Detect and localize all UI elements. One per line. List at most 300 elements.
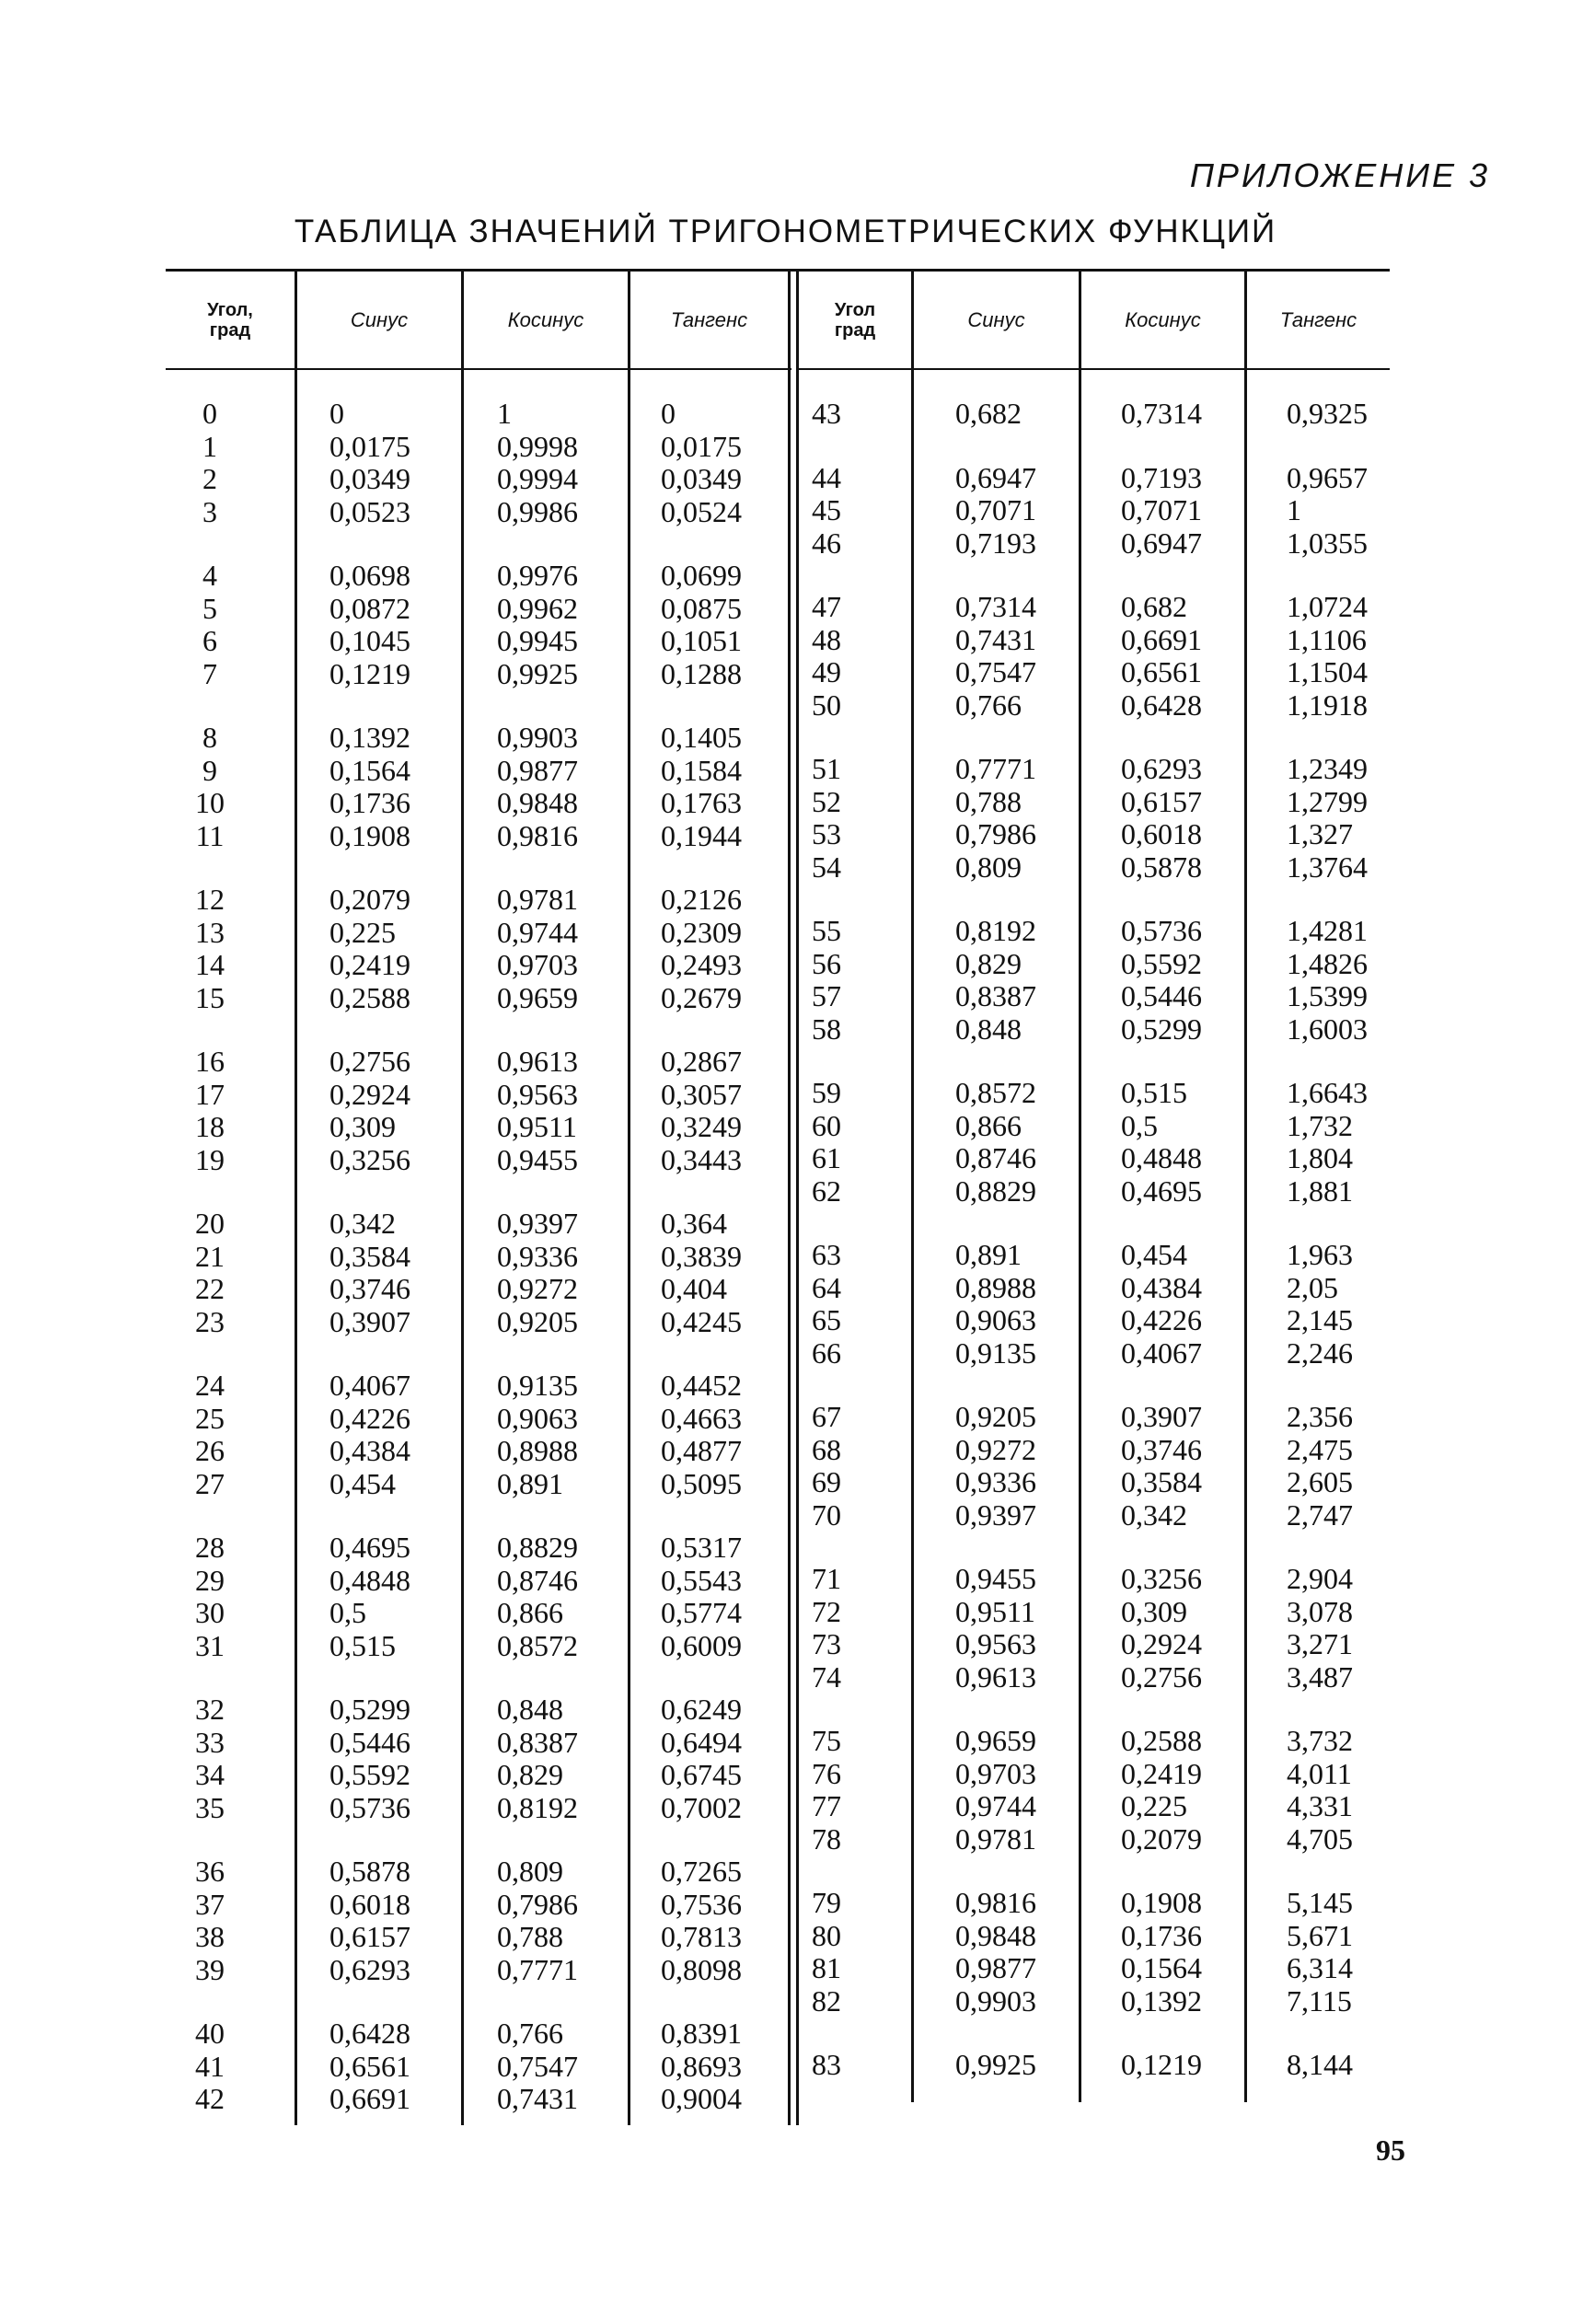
sine-cell: 0,9063 [955,1303,1036,1336]
tangent-cell: 1,4826 [1287,946,1368,980]
sine-cell: 0,682 [955,397,1022,430]
angle-cell: 80 [812,1918,841,1952]
angle-cell: 68 [812,1432,841,1466]
sine-cell: 0,9205 [955,1400,1036,1433]
sine-cell: 0,0523 [329,494,410,528]
center-double-rule [788,271,791,2125]
sine-cell: 0,9135 [955,1335,1036,1370]
angle-cell: 23 [195,1304,225,1338]
tangent-cell: 1 [1287,493,1301,526]
tangent-cell: 0,1763 [661,786,742,819]
cosine-cell: 0,6293 [1121,752,1202,785]
angle-cell: 28 [195,1531,225,1564]
angle-cell: 51 [812,752,841,785]
sine-cell: 0,8829 [955,1174,1036,1208]
cosine-cell: 0,7986 [497,1887,578,1921]
cosine-cell: 0,7771 [497,1952,578,1986]
angle-cell: 8 [202,721,217,754]
tangent-cell: 0,8098 [661,1952,742,1986]
angle-cell: 64 [812,1270,841,1304]
tangent-cell: 0,9325 [1287,397,1368,430]
cosine-cell: 0,3584 [1121,1465,1202,1498]
column-divider [1079,271,1081,2102]
cosine-cell: 0,7314 [1121,397,1202,430]
sine-cell: 0,9563 [955,1627,1036,1660]
angle-cell: 30 [195,1596,225,1629]
sine-cell: 0,9903 [955,1983,1036,2018]
sine-cell: 0,515 [329,1628,396,1662]
tangent-cell: 1,1106 [1287,622,1367,656]
header-cosine-right: Косинус [1125,307,1201,331]
tangent-cell: 0,1288 [661,656,742,690]
angle-cell: 67 [812,1400,841,1433]
sine-cell: 0,809 [955,850,1022,884]
sine-cell: 0,5446 [329,1725,410,1759]
sine-cell: 0,5878 [329,1855,410,1888]
column-divider [911,271,914,2102]
tangent-cell: 2,145 [1287,1303,1353,1336]
sine-cell: 0,9703 [955,1756,1036,1790]
cosine-cell: 0,9703 [497,948,578,981]
sine-cell: 0,8572 [955,1076,1036,1109]
cosine-cell: 0,6561 [1121,655,1202,688]
sine-cell: 0,0175 [329,429,410,463]
tangent-cell: 0,0524 [661,494,742,528]
cosine-cell: 0,8572 [497,1628,578,1662]
sine-cell: 0,1219 [329,656,410,690]
angle-cell: 16 [195,1045,225,1078]
cosine-cell: 0,1564 [1121,1951,1202,1984]
cosine-cell: 0,9962 [497,591,578,625]
tangent-cell: 0,1584 [661,753,742,787]
cosine-cell: 0,9205 [497,1304,578,1338]
sine-cell: 0,9511 [955,1594,1035,1628]
angle-cell: 47 [812,590,841,623]
cosine-cell: 0,9336 [497,1239,578,1273]
sine-cell: 0,309 [329,1110,396,1143]
sine-cell: 0,5 [329,1596,366,1629]
tangent-cell: 4,331 [1287,1789,1353,1822]
angle-cell: 4 [202,559,217,592]
angle-cell: 38 [195,1920,225,1953]
sine-cell: 0,7986 [955,817,1036,850]
angle-cell: 50 [812,688,841,722]
cosine-cell: 0,1736 [1121,1918,1202,1952]
sine-cell: 0,1045 [329,624,410,657]
sine-cell: 0,8387 [955,979,1036,1012]
tangent-cell: 0,364 [661,1207,727,1240]
tangent-cell: 0,7265 [661,1855,742,1888]
cosine-cell: 0,1219 [1121,2048,1202,2081]
tangent-cell: 0,6494 [661,1725,742,1759]
sine-cell: 0,4067 [329,1369,410,1402]
tangent-cell: 2,605 [1287,1465,1353,1498]
cosine-cell: 0,8829 [497,1531,578,1564]
tangent-cell: 4,705 [1287,1821,1353,1856]
cosine-cell: 0,2588 [1121,1724,1202,1757]
tangent-cell: 1,0724 [1287,590,1368,623]
sine-cell: 0,9848 [955,1918,1036,1952]
table-title: ТАБЛИЦА ЗНАЧЕНИЙ ТРИГОНОМЕТРИЧЕСКИХ ФУНКЦИЙ [294,214,1277,249]
column-divider [461,271,464,2125]
angle-cell: 63 [812,1238,841,1271]
angle-cell: 29 [195,1563,225,1597]
sine-cell: 0,3256 [329,1142,410,1176]
tangent-cell: 1,5399 [1287,979,1368,1012]
sine-cell: 0,9877 [955,1951,1036,1984]
tangent-cell: 0,9657 [1287,460,1368,494]
sine-cell: 0,2419 [329,948,410,981]
sine-cell: 0,0698 [329,559,410,592]
cosine-cell: 0,9063 [497,1401,578,1435]
column-divider [628,271,630,2125]
tangent-cell: 0,8391 [661,2017,742,2050]
cosine-cell: 0,9659 [497,980,578,1014]
angle-cell: 79 [812,1886,841,1919]
angle-cell: 66 [812,1335,841,1370]
angle-cell: 56 [812,946,841,980]
angle-cell: 83 [812,2048,841,2081]
sine-cell: 0,4384 [329,1434,410,1467]
header-angle-right: Угол град [834,300,876,341]
cosine-cell: 0,829 [497,1758,563,1791]
tangent-cell: 0,3839 [661,1239,742,1273]
angle-cell: 20 [195,1207,225,1240]
angle-cell: 58 [812,1012,841,1046]
sine-cell: 0,1392 [329,721,410,754]
sine-cell: 0,9613 [955,1659,1036,1694]
cosine-cell: 0,848 [497,1693,563,1726]
cosine-cell: 0,515 [1121,1076,1187,1109]
tangent-cell: 0,9004 [661,2082,742,2115]
column-divider [295,271,297,2125]
angle-cell: 81 [812,1951,841,1984]
cosine-cell: 0,809 [497,1855,563,1888]
cosine-cell: 0,3746 [1121,1432,1202,1466]
angle-cell: 33 [195,1725,225,1759]
cosine-cell: 0,9744 [497,915,578,949]
sine-cell: 0,9272 [955,1432,1036,1466]
cosine-cell: 0,8746 [497,1563,578,1597]
sine-cell: 0,6947 [955,460,1036,494]
angle-cell: 46 [812,526,841,560]
angle-cell: 15 [195,980,225,1014]
cosine-cell: 0,7431 [497,2082,578,2115]
cosine-cell: 0,9397 [497,1207,578,1240]
angle-cell: 49 [812,655,841,688]
cosine-cell: 0,3256 [1121,1562,1202,1595]
angle-cell: 73 [812,1627,841,1660]
angle-cell: 78 [812,1821,841,1856]
tangent-cell: 0,404 [661,1272,727,1305]
angle-cell: 70 [812,1497,841,1532]
sine-cell: 0,7193 [955,526,1036,560]
cosine-cell: 0,9272 [497,1272,578,1305]
tangent-cell: 0,3057 [661,1077,742,1111]
sine-cell: 0,0349 [329,462,410,495]
cosine-cell: 0,9848 [497,786,578,819]
angle-cell: 75 [812,1724,841,1757]
cosine-cell: 0,4695 [1121,1174,1202,1208]
tangent-cell: 1,804 [1287,1141,1353,1174]
cosine-cell: 0,2419 [1121,1756,1202,1790]
angle-cell: 60 [812,1108,841,1142]
tangent-cell: 0,2493 [661,948,742,981]
cosine-cell: 0,682 [1121,590,1187,623]
tangent-cell: 0,7813 [661,1920,742,1953]
sine-cell: 0,866 [955,1108,1022,1142]
cosine-cell: 0,866 [497,1596,563,1629]
angle-cell: 39 [195,1952,225,1986]
tangent-cell: 0,2309 [661,915,742,949]
sine-cell: 0,891 [955,1238,1022,1271]
sine-cell: 0,8988 [955,1270,1036,1304]
tangent-cell: 0,6249 [661,1693,742,1726]
tangent-cell: 2,05 [1287,1270,1338,1304]
angle-cell: 21 [195,1239,225,1273]
angle-cell: 45 [812,493,841,526]
tangent-cell: 0,4452 [661,1369,742,1402]
cosine-cell: 0,7547 [497,2049,578,2083]
sine-cell: 0,788 [955,784,1022,818]
tangent-cell: 8,144 [1287,2048,1353,2081]
sine-cell: 0,6691 [329,2082,410,2115]
sine-cell: 0,8746 [955,1141,1036,1174]
angle-cell: 12 [195,883,225,916]
sine-cell: 0,3584 [329,1239,410,1273]
cosine-cell: 0,7071 [1121,493,1202,526]
cosine-cell: 0,9455 [497,1142,578,1176]
angle-cell: 74 [812,1659,841,1694]
tangent-cell: 0,0349 [661,462,742,495]
cosine-cell: 0,5878 [1121,850,1202,884]
tangent-cell: 3,732 [1287,1724,1353,1757]
sine-cell: 0,342 [329,1207,396,1240]
header-bottom-rule-right [799,368,1390,370]
cosine-cell: 0,9976 [497,559,578,592]
tangent-cell: 1,4281 [1287,914,1368,947]
angle-cell: 10 [195,786,225,819]
tangent-cell: 0,0175 [661,429,742,463]
tangent-cell: 7,115 [1287,1983,1352,2018]
angle-cell: 71 [812,1562,841,1595]
cosine-cell: 0,225 [1121,1789,1187,1822]
cosine-cell: 0,9781 [497,883,578,916]
cosine-cell: 0,9511 [497,1110,577,1143]
angle-cell: 9 [202,753,217,787]
sine-cell: 0,3746 [329,1272,410,1305]
sine-cell: 0,0872 [329,591,410,625]
angle-cell: 61 [812,1141,841,1174]
tangent-cell: 1,6643 [1287,1076,1368,1109]
cosine-cell: 0,8192 [497,1790,578,1824]
sine-cell: 0,1908 [329,818,410,852]
angle-cell: 54 [812,850,841,884]
cosine-cell: 0,6157 [1121,784,1202,818]
tangent-cell: 3,271 [1287,1627,1353,1660]
tangent-cell: 0,7536 [661,1887,742,1921]
angle-cell: 13 [195,915,225,949]
header-sine-left: Синус [350,307,409,331]
tangent-cell: 0,0875 [661,591,742,625]
angle-cell: 22 [195,1272,225,1305]
tangent-cell: 2,747 [1287,1497,1353,1532]
sine-cell: 0,7314 [955,590,1036,623]
cosine-cell: 0,9903 [497,721,578,754]
angle-cell: 3 [202,494,217,528]
cosine-cell: 0,9877 [497,753,578,787]
header-sine-right: Синус [967,307,1025,331]
cosine-cell: 0,454 [1121,1238,1187,1271]
angle-cell: 19 [195,1142,225,1176]
tangent-cell: 5,145 [1287,1886,1353,1919]
cosine-cell: 0,309 [1121,1594,1187,1628]
tangent-cell: 0,8693 [661,2049,742,2083]
cosine-cell: 0,9998 [497,429,578,463]
tangent-cell: 0,5095 [661,1466,742,1500]
angle-cell: 5 [202,591,217,625]
angle-cell: 31 [195,1628,225,1662]
tangent-cell: 1,2799 [1287,784,1368,818]
cosine-cell: 0,5736 [1121,914,1202,947]
tangent-cell: 1,2349 [1287,752,1368,785]
cosine-cell: 0,342 [1121,1497,1187,1532]
tangent-cell: 2,246 [1287,1335,1353,1370]
sine-cell: 0,4695 [329,1531,410,1564]
tangent-cell: 1,6003 [1287,1012,1368,1046]
tangent-cell: 3,487 [1287,1659,1353,1694]
cosine-cell: 0,9945 [497,624,578,657]
tangent-cell: 2,356 [1287,1400,1353,1433]
angle-cell: 18 [195,1110,225,1143]
sine-cell: 0,9455 [955,1562,1036,1595]
angle-cell: 42 [195,2082,225,2115]
sine-cell: 0,2079 [329,883,410,916]
angle-cell: 7 [202,656,217,690]
cosine-cell: 0,788 [497,1920,563,1953]
tangent-cell: 0,0699 [661,559,742,592]
header-tangent-left: Тангенс [670,307,748,331]
cosine-cell: 0,1392 [1121,1983,1202,2018]
angle-cell: 41 [195,2049,225,2083]
cosine-cell: 0,4384 [1121,1270,1202,1304]
cosine-cell: 0,9986 [497,494,578,528]
tangent-cell: 1,881 [1287,1174,1353,1208]
angle-cell: 24 [195,1369,225,1402]
sine-cell: 0,9925 [955,2048,1036,2081]
sine-cell: 0,4848 [329,1563,410,1597]
sine-cell: 0,3907 [329,1304,410,1338]
tangent-cell: 0,5317 [661,1531,742,1564]
tangent-cell: 1,1918 [1287,688,1368,722]
cosine-cell: 0,9925 [497,656,578,690]
angle-cell: 37 [195,1887,225,1921]
sine-cell: 0,6018 [329,1887,410,1921]
sine-cell: 0,2588 [329,980,410,1014]
header-angle-left: Угол, град [207,300,253,341]
angle-cell: 59 [812,1076,841,1109]
sine-cell: 0,9816 [955,1886,1036,1919]
angle-cell: 62 [812,1174,841,1208]
sine-cell: 0,5736 [329,1790,410,1824]
angle-cell: 76 [812,1756,841,1790]
tangent-cell: 1,963 [1287,1238,1353,1271]
tangent-cell: 0,5774 [661,1596,742,1629]
tangent-cell: 0,3249 [661,1110,742,1143]
sine-cell: 0,848 [955,1012,1022,1046]
sine-cell: 0,4226 [329,1401,410,1435]
angle-cell: 11 [195,818,225,852]
angle-cell: 53 [812,817,841,850]
angle-cell: 0 [202,397,217,430]
header-bottom-rule-left [166,368,791,370]
angle-cell: 17 [195,1077,225,1111]
tangent-cell: 1,732 [1287,1108,1353,1142]
cosine-cell: 0,6691 [1121,622,1202,656]
appendix-label: ПРИЛОЖЕНИЕ 3 [1189,156,1490,194]
sine-cell: 0,6561 [329,2049,410,2083]
angle-cell: 27 [195,1466,225,1500]
tangent-cell: 0,3443 [661,1142,742,1176]
tangent-cell: 6,314 [1287,1951,1353,1984]
tangent-cell: 0,2679 [661,980,742,1014]
header-tangent-right: Тангенс [1279,307,1357,331]
cosine-cell: 0,1908 [1121,1886,1202,1919]
sine-cell: 0,829 [955,946,1022,980]
angle-cell: 82 [812,1983,841,2018]
sine-cell: 0,6428 [329,2017,410,2050]
sine-cell: 0,454 [329,1466,396,1500]
cosine-cell: 0,8988 [497,1434,578,1467]
angle-cell: 2 [202,462,217,495]
sine-cell: 0,7547 [955,655,1036,688]
sine-cell: 0,9744 [955,1789,1036,1822]
sine-cell: 0,9336 [955,1465,1036,1498]
angle-cell: 44 [812,460,841,494]
cosine-cell: 0,3907 [1121,1400,1202,1433]
sine-cell: 0,9397 [955,1497,1036,1532]
cosine-cell: 1 [497,397,512,430]
cosine-cell: 0,9816 [497,818,578,852]
tangent-cell: 0,4245 [661,1304,742,1338]
angle-cell: 57 [812,979,841,1012]
angle-cell: 72 [812,1594,841,1628]
angle-cell: 55 [812,914,841,947]
sine-cell: 0,5299 [329,1693,410,1726]
cosine-cell: 0,4067 [1121,1335,1202,1370]
header-cosine-left: Косинус [507,307,584,331]
cosine-cell: 0,6018 [1121,817,1202,850]
tangent-cell: 4,011 [1287,1756,1352,1790]
sine-cell: 0,8192 [955,914,1036,947]
tangent-cell: 0,4663 [661,1401,742,1435]
tangent-cell: 2,904 [1287,1562,1353,1595]
cosine-cell: 0,4226 [1121,1303,1202,1336]
cosine-cell: 0,6428 [1121,688,1202,722]
sine-cell: 0,7771 [955,752,1036,785]
cosine-cell: 0,5446 [1121,979,1202,1012]
angle-cell: 36 [195,1855,225,1888]
tangent-cell: 0,6745 [661,1758,742,1791]
tangent-cell: 1,0355 [1287,526,1368,560]
sine-cell: 0,766 [955,688,1022,722]
tangent-cell: 2,475 [1287,1432,1353,1466]
tangent-cell: 0,7002 [661,1790,742,1824]
angle-cell: 6 [202,624,217,657]
cosine-cell: 0,9994 [497,462,578,495]
angle-cell: 43 [812,397,841,430]
sine-cell: 0,6293 [329,1952,410,1986]
